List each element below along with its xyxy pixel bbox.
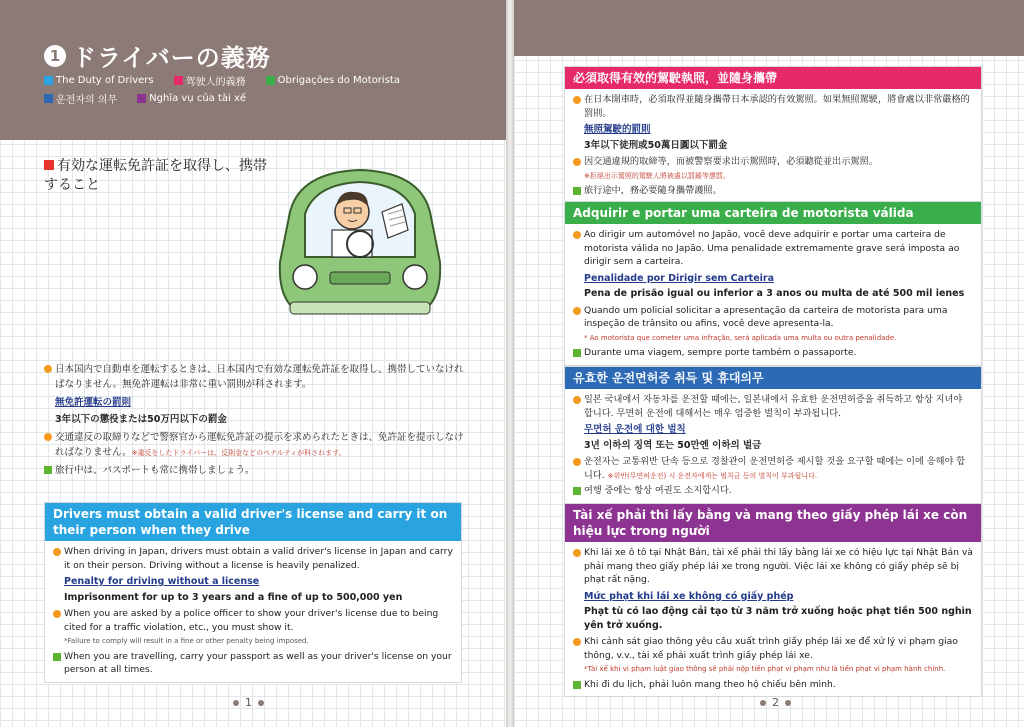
jp-bullet-2: 交通違反の取締りなどで警察官から運転免許証の提示を求められたときは、免許証を提示しなければなりません。※違反をしたドライバーは、反則金などのペナルティが科されます。 [44,430,464,461]
right-header-band [514,0,1024,56]
page-number-right: 2 [760,696,791,709]
language-legend-row2 [44,91,246,106]
jp-section-heading: 有効な運転免許証を取得し、携帯すること [44,158,267,193]
zh-bullet-2: 因交通違規的取締等，而被警察要求出示駕照時，必須聽從並出示駕照。 ※拒絕出示駕照的駕駛人將被處以罰鍰等懲罰。 [573,155,973,183]
vi-bullet-3: Khi đi du lịch, phải luôn mang theo hộ chiếu bên mình. [573,678,973,692]
chinese-box-title: 必須取得有效的駕駛執照，並隨身攜帶 [565,67,981,89]
book-gutter [506,0,514,727]
legend-english: The Duty of Drivers [44,73,154,88]
en-bullet-1: When driving in Japan, drivers must obtain a valid driver's license in Japan and carry it on their person. Driving without a license is heavily penalized. [53,545,453,572]
ko-penalty-title: 무면허 운전에 대한 벌칙 [584,424,686,435]
zh-penalty-title: 無照駕駛的罰則 [584,124,651,135]
korean-box [564,366,982,504]
english-box [44,502,462,683]
zh-bullet-1: 在日本開車時，必須取得並隨身攜帶日本承認的有效駕照。如果無照駕駛，將會處以非常嚴格的罰則。 [573,93,973,120]
en-bullet-3: When you are travelling, carry your passport as well as your driver's license on your person at all times. [53,650,453,677]
left-page [0,0,506,727]
pt-penalty-text: Pena de prisão igual ou inferior a 3 anos ou multa de até 500 mil ienes [584,288,965,299]
chinese-box [564,66,982,204]
right-page [514,0,1024,727]
chapter-title [44,38,271,73]
jp-bullet-1: 日本国内で自動車を運転するときは、日本国内で有効な運転免許証を取得し、携帯していなければなりません。無免許運転は非常に重い罰則が科されます。 [44,362,464,392]
legend-portuguese: Obrigações do Motorista [266,73,400,88]
pt-bullet-3: Durante uma viagem, sempre porte também o passaporte. [573,346,973,360]
chapter-number: 1 [44,45,66,67]
ko-bullet-1: 일본 국내에서 자동차를 운전할 때에는, 일본내에서 유효한 운전면허증을 취득하고 항상 지녀야 합니다. 무면허 운전에 대해서는 매우 엄중한 벌칙이 부과됩니다. [573,393,973,420]
vi-penalty-title: Mức phạt khi lái xe không có giấy phép [584,590,794,602]
ko-bullet-3: 여행 중에는 항상 여권도 소지합시다. [573,484,973,498]
legend-chinese: 驾驶人的義務 [174,73,246,88]
driver-car-illustration [270,152,450,332]
legend-vietnamese: Nghĩa vụ của tài xế [137,91,246,106]
en-penalty-text: Imprisonment for up to 3 years and a fine of up to 500,000 yen [64,591,403,603]
chapter-title-text: ドライバーの義務 [72,44,271,72]
pt-bullet-1: Ao dirigir um automóvel no Japão, você deve adquirir e portar uma carteira de motorista válida no Japão. Uma penalidade extremamente grave será imposta ao dirigir sem a carteira. [573,228,973,269]
vi-bullet-2: Khi cảnh sát giao thông yêu cầu xuất trình giấy phép lái xe để xử lý vi phạm giao thông, v.v., tài xế phải xuất trình giấy phép lái xe. *Tài xế khi vi phạm luật giao thông sẽ phải nộp tiền phạt vi phạm như là tiền phạt vi phạm hành chính. [573,635,973,677]
portuguese-box-title: Adquirir e portar uma carteira de motorista válida [565,202,981,224]
legend-korean: 운전자의 의무 [44,91,117,106]
jp-body [44,362,464,478]
page-number-left: 1 [233,696,264,709]
pt-penalty-title: Penalidade por Dirigir sem Carteira [584,272,775,284]
zh-bullet-3: 旅行途中，務必要隨身攜帶護照。 [573,184,973,198]
jp-penalty-title: 無免許運転の罰則 [55,397,132,408]
zh-penalty-text: 3年以下徒刑或50萬日圓以下罰金 [584,139,728,151]
vi-penalty-text: Phạt tù có lao động cải tạo từ 3 năm trở xuống hoặc phạt tiền 500 nghìn yên trở xuống. [584,606,972,631]
en-bullet-2: When you are asked by a police officer to show your driver's license due to being cited for a traffic violation, etc., you must show it. *Failure to comply will result in a fine or other penalty being imposed. [53,607,453,649]
language-legend [44,73,400,88]
vietnamese-box [564,503,982,697]
english-box-title: Drivers must obtain a valid driver's license and carry it on their person when they drive [45,503,461,541]
jp-bullet-3: 旅行中は、パスポートも常に携帯しましょう。 [44,463,464,478]
ko-penalty-text: 3년 이하의 징역 또는 50만엔 이하의 벌금 [584,439,762,451]
pt-bullet-2: Quando um policial solicitar a apresentação da carteira de motorista para uma inspeção de trânsito ou afins, você deve apresenta-la. * Ao motorista que cometer uma infração, será aplicada uma multa ou outra penalidade. [573,304,973,346]
ko-bullet-2: 운전자는 교통위반 단속 등으로 경찰관이 운전면허증 제시할 것을 요구할 때에는 이에 응해야 합니다. ※위반(무면허운전) 시 운전자에게는 범칙금 등의 벌칙이 부과됩니다. [573,455,973,483]
portuguese-box [564,201,982,366]
korean-box-title: 유효한 운전면허증 취득 및 휴대의무 [565,367,981,389]
vietnamese-box-title: Tài xế phải thi lấy bằng và mang theo giấy phép lái xe còn hiệu lực trong người [565,504,981,542]
en-penalty-title: Penalty for driving without a license [64,576,260,587]
vi-bullet-1: Khi lái xe ô tô tại Nhật Bản, tài xế phải thi lấy bằng lái xe có hiệu lực tại Nhật Bản và phải mang theo giấy phép lái xe trong người. Việc lái xe không có giấy phép sẽ bị phạt rất nặng. [573,546,973,587]
jp-penalty-text: 3年以下の懲役または50万円以下の罰金 [55,414,227,425]
